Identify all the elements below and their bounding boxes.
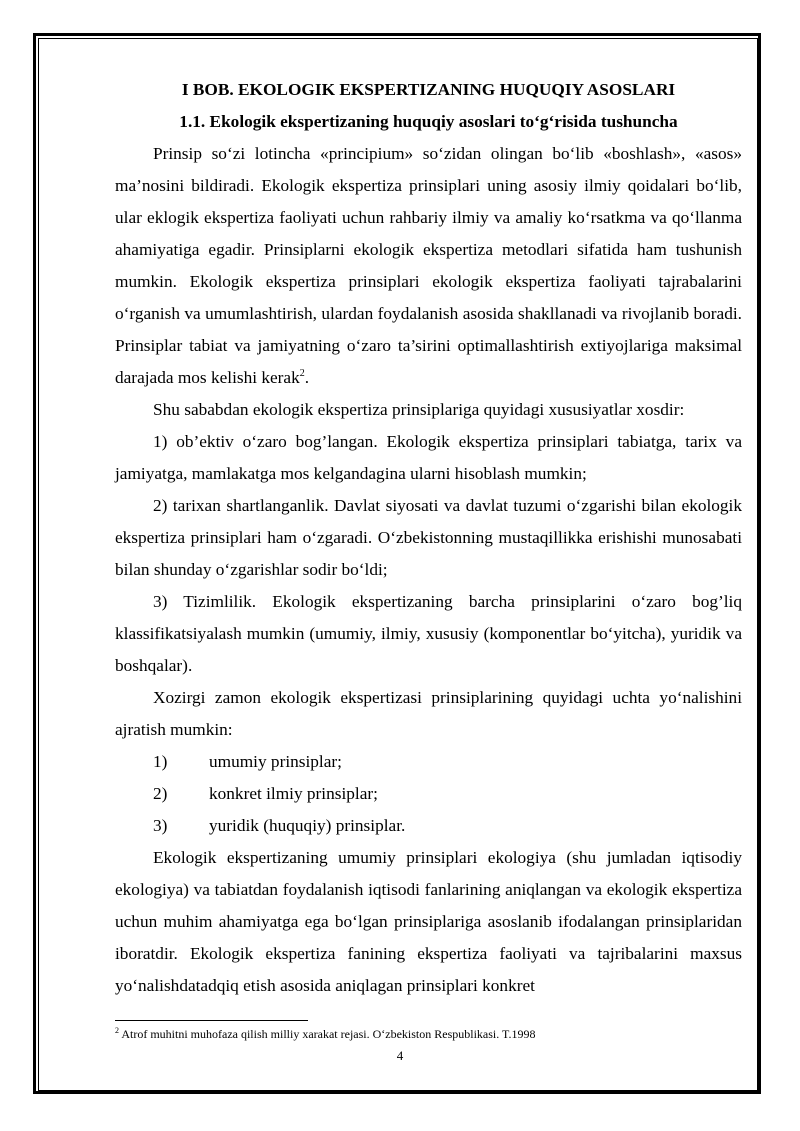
paragraph-1: Prinsip so‘zi lotincha «principium» so‘zidan olingan bo‘lib «boshlash», «asos» ma’nosini bildiradi. Ekologik ekspertiza prinsiplari uning asosiy ilmiy qoidalari bo‘lib, ular eklogik ekspertiza faoliyati uchun rahbariy ilmiy va amaliy ko‘rsatkma va qo‘llanma ahamiyatiga egadir. Prinsiplarni ekologik ekspertiza metodlari sifatida ham tushunish mumkin. Ekologik ekspertiza prinsiplari ekologik ekspertiza faoliyati tajrabalarini o‘rganish va umumlashtirish, ulardan foydalanish asosida shakllanadi va rivojlanib boradi. Prinsiplar tabiat va jamiyatning o‘zaro ta’sirini optimallashtirish extiyojlariga maksimal darajada mos kelishi kerak$^2$. [115,144,742,387]
paragraph-4: 2) tarixan shartlanganlik. Davlat siyosati va davlat tuzumi o‘zgarishi bilan ekologik ekspertiza prinsiplari ham o‘zgaradi. O‘zbekistonning mustaqillikka erishishi munosabati bilan shunday o‘zgarishlar sodir bo‘ldi; [115,496,742,579]
paragraph-5: 3) Tizimlilik. Ekologik ekspertizaning barcha prinsiplarini o‘zaro bog’liq klassifikatsiyalash mumkin (umumiy, ilmiy, xususiy (komponentlar bo‘yitcha), yuridik va boshqalar). [115,592,742,675]
paragraph-2: Shu sababdan ekologik ekspertiza prinsiplariga quyidagi xususiyatlar xosdir: [153,400,685,419]
footnote [115,1027,535,1042]
paragraph-6: Xozirgi zamon ekologik ekspertizasi prinsiplarining quyidagi uchta yo‘nalishini ajratish mumkin: [115,688,742,739]
footnote-divider [115,1020,308,1021]
paragraph-3: 1) ob’ektiv o‘zaro bog’langan. Ekologik ekspertiza prinsiplari tabiatga, tarix va jamiyatga, mamlakatga mos kelgandagina ularni hisoblash mumkin; [115,432,742,483]
list-item: 3) yuridik (huquqiy) prinsiplar. [153,816,406,835]
footnote-reference[interactable]: 2 [299,368,305,380]
list-item: 2) konkret ilmiy prinsiplar; [153,784,378,803]
paragraph-7: Ekologik ekspertizaning umumiy prinsiplari ekologiya (shu jumladan iqtisodiy ekologiya) va tabiatdan foydalanish iqtisodi fanlarining aniqlangan va ekologik ekspertiza uchun muhim ahamiyatga ega bo‘lgan prinsiplariga asoslanib ifodalangan prinsiplaridan iboratdir. Ekologik ekspertiza fanining ekspertiza faoliyati va tajribalarini maxsus yo‘nalishdatadqiq etish asosida aniqlagan prinsiplari konkret [115,848,742,995]
chapter-heading: I BOB. EKOLOGIK EKSPERTIZANING HUQUQIY ASOSLARI [181,80,676,99]
page-number: 4 [396,1048,404,1063]
document-body [115,72,742,1002]
list-item: 1) umumiy prinsiplar; [153,752,342,771]
footnote-mark: 2 [115,1026,119,1035]
section-heading: 1.1. Ekologik ekspertizaning huquqiy asoslari to‘g‘risida tushuncha [179,112,678,131]
footnote-text: Atrof muhitni muhofaza qilish milliy xarakat rejasi. O‘zbekiston Respublikasi. T.1998 [119,1027,536,1041]
